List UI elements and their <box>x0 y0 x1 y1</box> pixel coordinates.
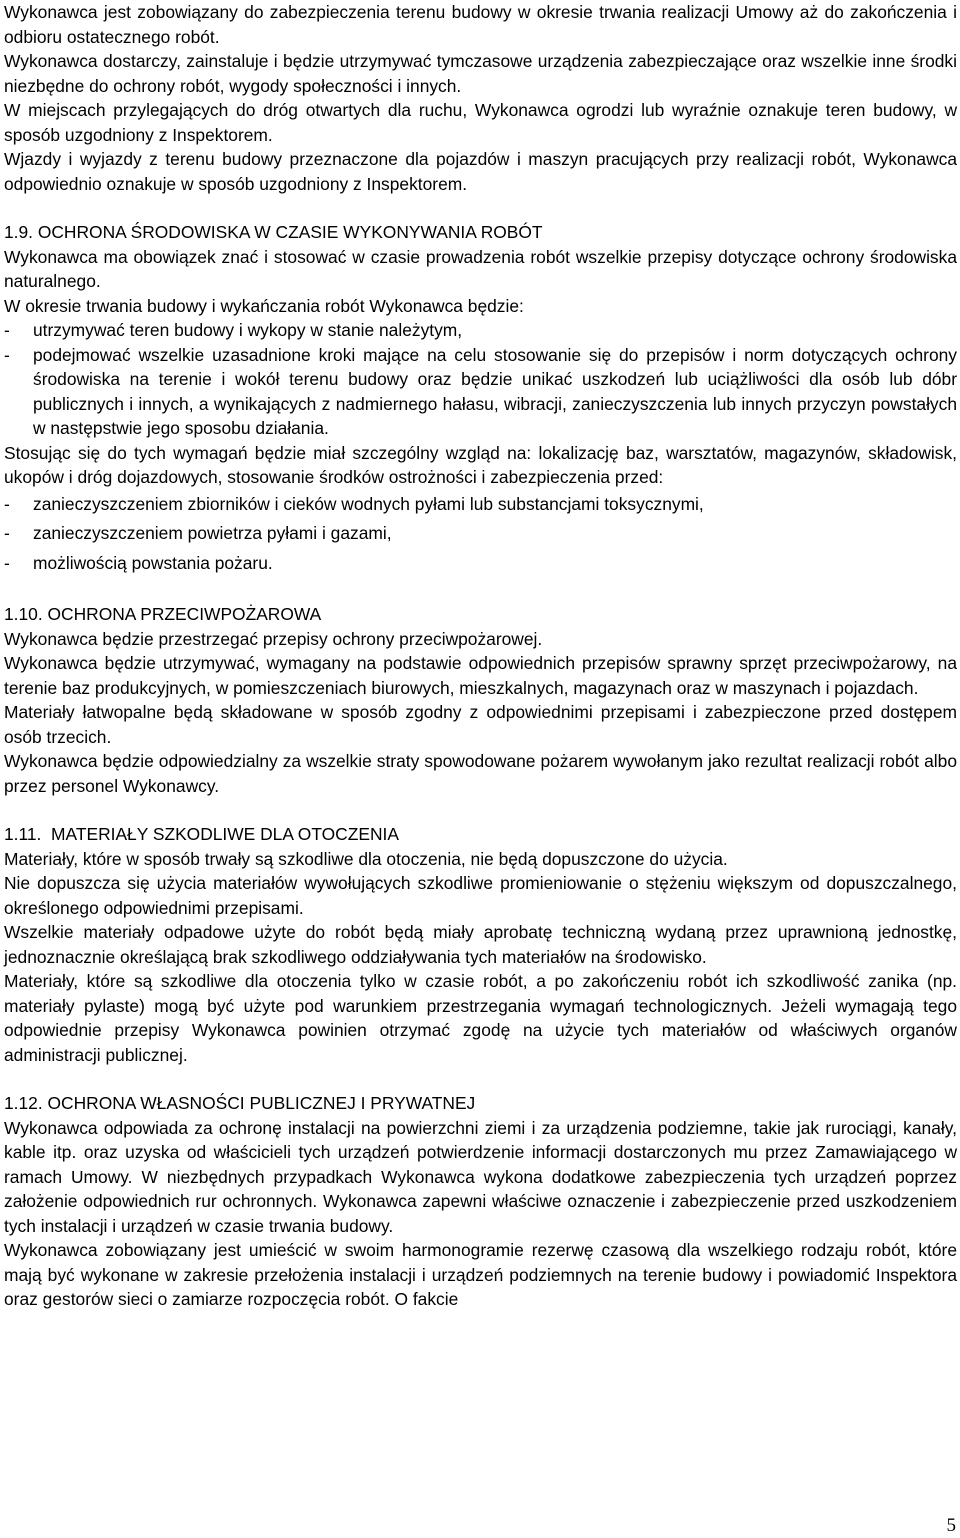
section-1-10-paragraph-2: Wykonawca będzie utrzymywać, wymagany na podstawie odpowiednich przepisów sprawny sprzęt przeciwpożarowy, na terenie baz produkcyjnych, w pomieszczeniach biurowych, mieszkalnych, magazynach oraz w maszynach i pojazdach. <box>4 653 957 698</box>
section-gap <box>4 578 957 602</box>
section-1-11-paragraph-1: Materiały, które w sposób trwały są szkodliwe dla otoczenia, nie będą dopuszczone do użycia. <box>4 848 728 869</box>
intro-paragraph-1: Wykonawca jest zobowiązany do zabezpieczenia terenu budowy w okresie trwania realizacji Umowy aż do zakończenia i odbioru ostatecznego robót. <box>4 2 957 47</box>
list-item-text: podejmować wszelkie uzasadnione kroki mające na celu stosowanie się do przepisów i norm dotyczących ochrony środowiska na terenie i wokół terenu budowy oraz będzie unikać uszkodzeń lub uciążliwości dla osób lub dóbr publicznych i innych, a wynikających z nadmiernego hałasu, wibracji, zanieczyszczenia lub innych przyczyn powstałych w następstwie jego sposobu działania. <box>33 344 957 438</box>
section-1-12-paragraph-2: Wykonawca zobowiązany jest umieścić w swoim harmonogramie rezerwę czasową dla wszelkiego rodzaju robót, które mają być wykonane w zakresie przełożenia instalacji i urządzeń podziemnych na terenie budowy i powiadomić Inspektora oraz gestorów sieci o zamiarze rozpoczęcia robót. O fakcie <box>4 1240 957 1309</box>
section-1-12 <box>4 1091 957 1312</box>
dash-bullet: - <box>4 523 10 543</box>
section-1-9-paragraph-2: W okresie trwania budowy i wykańczania robót Wykonawca będzie: <box>4 295 524 316</box>
intro-paragraph-3: W miejscach przylegających do dróg otwartych dla ruchu, Wykonawca ogrodzi lub wyraźnie oznakuje teren budowy, w sposób uzgodniony z Inspektorem. <box>4 100 957 145</box>
section-1-11-title: 1.11. MATERIAŁY SZKODLIWE DLA OTOCZENIA <box>4 824 399 844</box>
section-1-10-title: 1.10. OCHRONA PRZECIWPOŻAROWA <box>4 604 322 624</box>
section-1-10-paragraph-3: Materiały łatwopalne będą składowane w sposób zgodny z odpowiednimi przepisami i zabezpieczone przed dostępem osób trzecich. <box>4 702 957 747</box>
section-1-9-list-1 <box>4 318 957 441</box>
section-gap <box>4 1067 957 1091</box>
section-1-9-list-2 <box>4 490 957 579</box>
dash-bullet: - <box>4 320 10 340</box>
list-item <box>4 318 957 343</box>
section-1-11-paragraph-4: Materiały, które są szkodliwe dla otoczenia tylko w czasie robót, a po zakończeniu robót ich szkodliwość zanika (np. materiały pylaste) mogą być użyte pod warunkiem przestrzegania wymagań technologicznych. Jeżeli wymagają tego odpowiednie przepisy Wykonawca powinien otrzymać zgodę na użycie tych materiałów od właściwych organów administracji publicznej. <box>4 971 957 1065</box>
section-1-10 <box>4 602 957 798</box>
section-1-11-paragraph-3: Wszelkie materiały odpadowe użyte do robót będą miały aprobatę techniczną wydaną przez uprawnioną jednostkę, jednoznacznie określającą brak szkodliwego oddziaływania tych materiałów na środowisko. <box>4 922 957 967</box>
section-1-11 <box>4 822 957 1067</box>
dash-bullet: - <box>4 552 10 573</box>
section-1-9-paragraph-1: Wykonawca ma obowiązek znać i stosować w czasie prowadzenia robót wszelkie przepisy dotyczące ochrony środowiska naturalnego. <box>4 246 957 291</box>
intro-paragraph-4: Wjazdy i wyjazdy z terenu budowy przeznaczone dla pojazdów i maszyn pracujących przy realizacji robót, Wykonawca odpowiednio oznakuje w sposób uzgodniony z Inspektorem. <box>4 149 957 194</box>
page-number: 5 <box>946 1515 956 1536</box>
document-page <box>4 0 957 1312</box>
list-item-text: zanieczyszczeniem zbiorników i cieków wodnych pyłami lub substancjami toksycznymi, <box>33 493 704 514</box>
section-1-9 <box>4 220 957 578</box>
list-item <box>4 549 957 579</box>
dash-bullet: - <box>4 493 10 514</box>
section-1-10-paragraph-4: Wykonawca będzie odpowiedzialny za wszelkie straty spowodowane pożarem wywołanym jako rezultat realizacji robót albo przez personel Wykonawcy. <box>4 751 957 796</box>
section-1-10-paragraph-1: Wykonawca będzie przestrzegać przepisy ochrony przeciwpożarowej. <box>4 628 543 649</box>
list-item <box>4 490 957 520</box>
section-1-9-paragraph-3: Stosując się do tych wymagań będzie miał szczególny wzgląd na: lokalizację baz, warsztatów, magazynów, składowisk, ukopów i dróg dojazdowych, stosowanie środków ostrożności i zabezpieczenia przed: <box>4 442 957 487</box>
list-item <box>4 343 957 441</box>
intro-section <box>4 0 957 196</box>
section-gap <box>4 196 957 220</box>
list-item <box>4 519 957 549</box>
intro-paragraph-2: Wykonawca dostarczy, zainstaluje i będzie utrzymywać tymczasowe urządzenia zabezpieczające oraz wszelkie inne środki niezbędne do ochrony robót, wygody społeczności i innych. <box>4 51 957 96</box>
section-1-12-title: 1.12. OCHRONA WŁASNOŚCI PUBLICZNEJ I PRYWATNEJ <box>4 1093 476 1113</box>
section-1-9-title: 1.9. OCHRONA ŚRODOWISKA W CZASIE WYKONYWANIA ROBÓT <box>4 222 543 242</box>
list-item-text: możliwością powstania pożaru. <box>33 552 273 573</box>
section-1-12-paragraph-1: Wykonawca odpowiada za ochronę instalacji na powierzchni ziemi i za urządzenia podziemne, takie jak rurociągi, kanały, kable itp. oraz uzyska od właścicieli tych urządzeń potwierdzenie informacji dostarczonych mu przez Zamawiającego w ramach Umowy. W niezbędnych przypadkach Wykonawca wykona dodatkowe zabezpieczenia tych urządzeń poprzez założenie odpowiednich rur ochronnych. Wykonawca zapewni właściwe oznaczenie i zabezpieczenie przed uszkodzeniem tych instalacji i urządzeń w czasie trwania budowy. <box>4 1117 957 1236</box>
section-gap <box>4 798 957 822</box>
dash-bullet: - <box>4 344 10 365</box>
section-1-11-paragraph-2: Nie dopuszcza się użycia materiałów wywołujących szkodliwe promieniowanie o stężeniu większym od dopuszczalnego, określonego odpowiednimi przepisami. <box>4 873 957 918</box>
list-item-text: utrzymywać teren budowy i wykopy w stanie należytym, <box>33 320 463 340</box>
list-item-text: zanieczyszczeniem powietrza pyłami i gazami, <box>33 523 392 543</box>
